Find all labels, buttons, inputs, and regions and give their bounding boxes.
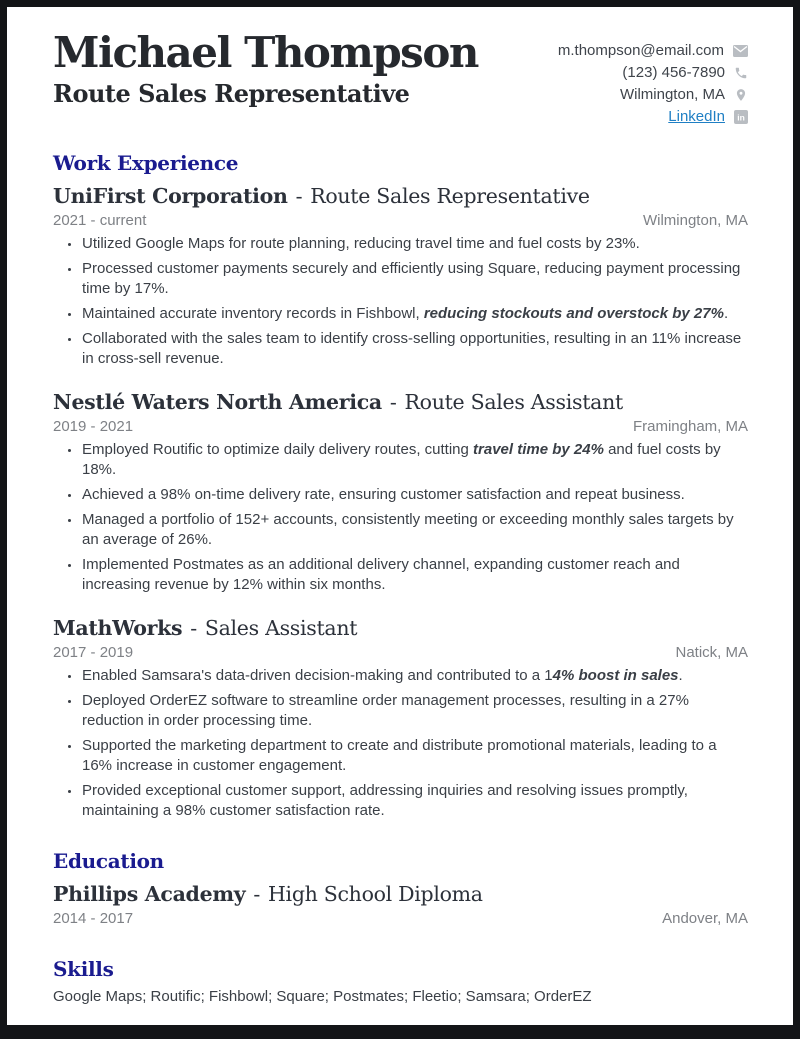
bullet-item: • Enabled Samsara's data-driven decision-making and contributed to a 14% boost in sales.	[81, 666, 748, 686]
identity-block	[53, 28, 478, 108]
envelope-icon	[733, 45, 748, 57]
company-name: UniFirst Corporation	[53, 184, 288, 208]
job-title-line	[53, 184, 748, 208]
contact-location-row	[558, 84, 748, 105]
bullet-item: • Collaborated with the sales team to identify cross-selling opportunities, resulting in an 11% increase in cross-sell revenue.	[81, 329, 748, 369]
location-pin-icon	[734, 88, 748, 102]
resume-header	[53, 28, 748, 128]
title-separator: -	[295, 184, 303, 208]
bullet-item: • Maintained accurate inventory records in Fishbowl, reducing stockouts and overstock by 27%.	[81, 304, 748, 324]
bullet-item: • Processed customer payments securely and efficiently using Square, reducing payment processing time by 17%.	[81, 259, 748, 299]
job-location: Framingham, MA	[632, 418, 748, 435]
title-separator: -	[190, 616, 197, 640]
skills-list: Google Maps; Routific; Fishbowl; Square; Postmates; Fleetio; Samsara; OrderEZ	[53, 988, 592, 1005]
bullet-item: • Employed Routific to optimize daily delivery routes, cutting travel time by 24% and fuel costs by 18%.	[81, 440, 748, 480]
job-role: Route Sales Assistant	[404, 390, 623, 414]
job-location: Natick, MA	[675, 644, 748, 661]
contact-linkedin-row	[558, 106, 748, 127]
location-text: Wilmington, MA	[619, 86, 725, 103]
person-name: Michael Thompson	[53, 28, 478, 77]
job-meta-row	[53, 212, 748, 229]
job-dates: 2021 - current	[53, 212, 147, 229]
resume-page	[7, 7, 793, 1025]
phone-text: (123) 456-7890	[622, 64, 725, 81]
job-entry-unifirst	[53, 184, 748, 369]
job-title-line	[53, 616, 748, 640]
job-dates: 2017 - 2019	[53, 644, 134, 661]
education-meta-row	[53, 910, 748, 927]
job-bullet-list	[53, 440, 748, 595]
contact-block	[558, 31, 748, 128]
education-location: Andover, MA	[662, 910, 748, 927]
linkedin-icon	[734, 110, 748, 124]
education-entry	[53, 882, 748, 927]
bullet-item: • Provided exceptional customer support, addressing inquiries and resolving issues promptly, maintaining a 98% customer satisfaction rate.	[81, 781, 748, 821]
job-bullet-list	[53, 234, 748, 369]
section-heading-skills: Skills	[53, 957, 114, 981]
bullet-item: • Implemented Postmates as an additional delivery channel, expanding customer reach and increasing revenue by 12% within six months.	[81, 555, 748, 595]
job-title-line	[53, 390, 748, 414]
contact-phone-row	[558, 62, 748, 83]
job-dates: 2019 - 2021	[53, 418, 134, 435]
bullet-item: • Achieved a 98% on-time delivery rate, ensuring customer satisfaction and repeat business.	[81, 485, 748, 505]
education-dates: 2014 - 2017	[53, 910, 134, 927]
title-separator: -	[389, 390, 397, 414]
job-meta-row	[53, 644, 748, 661]
job-entry-nestle	[53, 390, 748, 595]
bullet-item: • Deployed OrderEZ software to streamline order management processes, resulting in a 27% reduction in order processing time.	[81, 691, 748, 731]
school-name: Phillips Academy	[53, 882, 246, 906]
job-meta-row	[53, 418, 748, 435]
job-role: Sales Assistant	[204, 616, 358, 640]
phone-icon	[734, 66, 748, 80]
section-heading-education: Education	[53, 849, 164, 873]
degree-name: High School Diploma	[267, 882, 483, 906]
job-location: Wilmington, MA	[642, 212, 748, 229]
company-name: Nestlé Waters North America	[53, 390, 382, 414]
job-role: Route Sales Representative	[310, 184, 590, 208]
bullet-item: • Utilized Google Maps for route planning, reducing travel time and fuel costs by 23%.	[81, 234, 748, 254]
company-name: MathWorks	[53, 616, 183, 640]
job-entry-mathworks	[53, 616, 748, 821]
education-title-line	[53, 882, 748, 906]
contact-email-row	[558, 40, 748, 61]
person-job-title: Route Sales Representative	[53, 78, 410, 108]
section-heading-work-experience: Work Experience	[53, 151, 239, 175]
svg-text:in: in	[737, 112, 745, 122]
email-text: m.thompson@email.com	[557, 42, 724, 59]
job-bullet-list	[53, 666, 748, 821]
linkedin-link[interactable]: LinkedIn	[668, 108, 725, 125]
bullet-item: • Supported the marketing department to create and distribute promotional materials, leading to a 16% increase in customer engagement.	[81, 736, 748, 776]
bullet-item: • Managed a portfolio of 152+ accounts, consistently meeting or exceeding monthly sales targets by an average of 26%.	[81, 510, 748, 550]
title-separator: -	[253, 882, 260, 906]
